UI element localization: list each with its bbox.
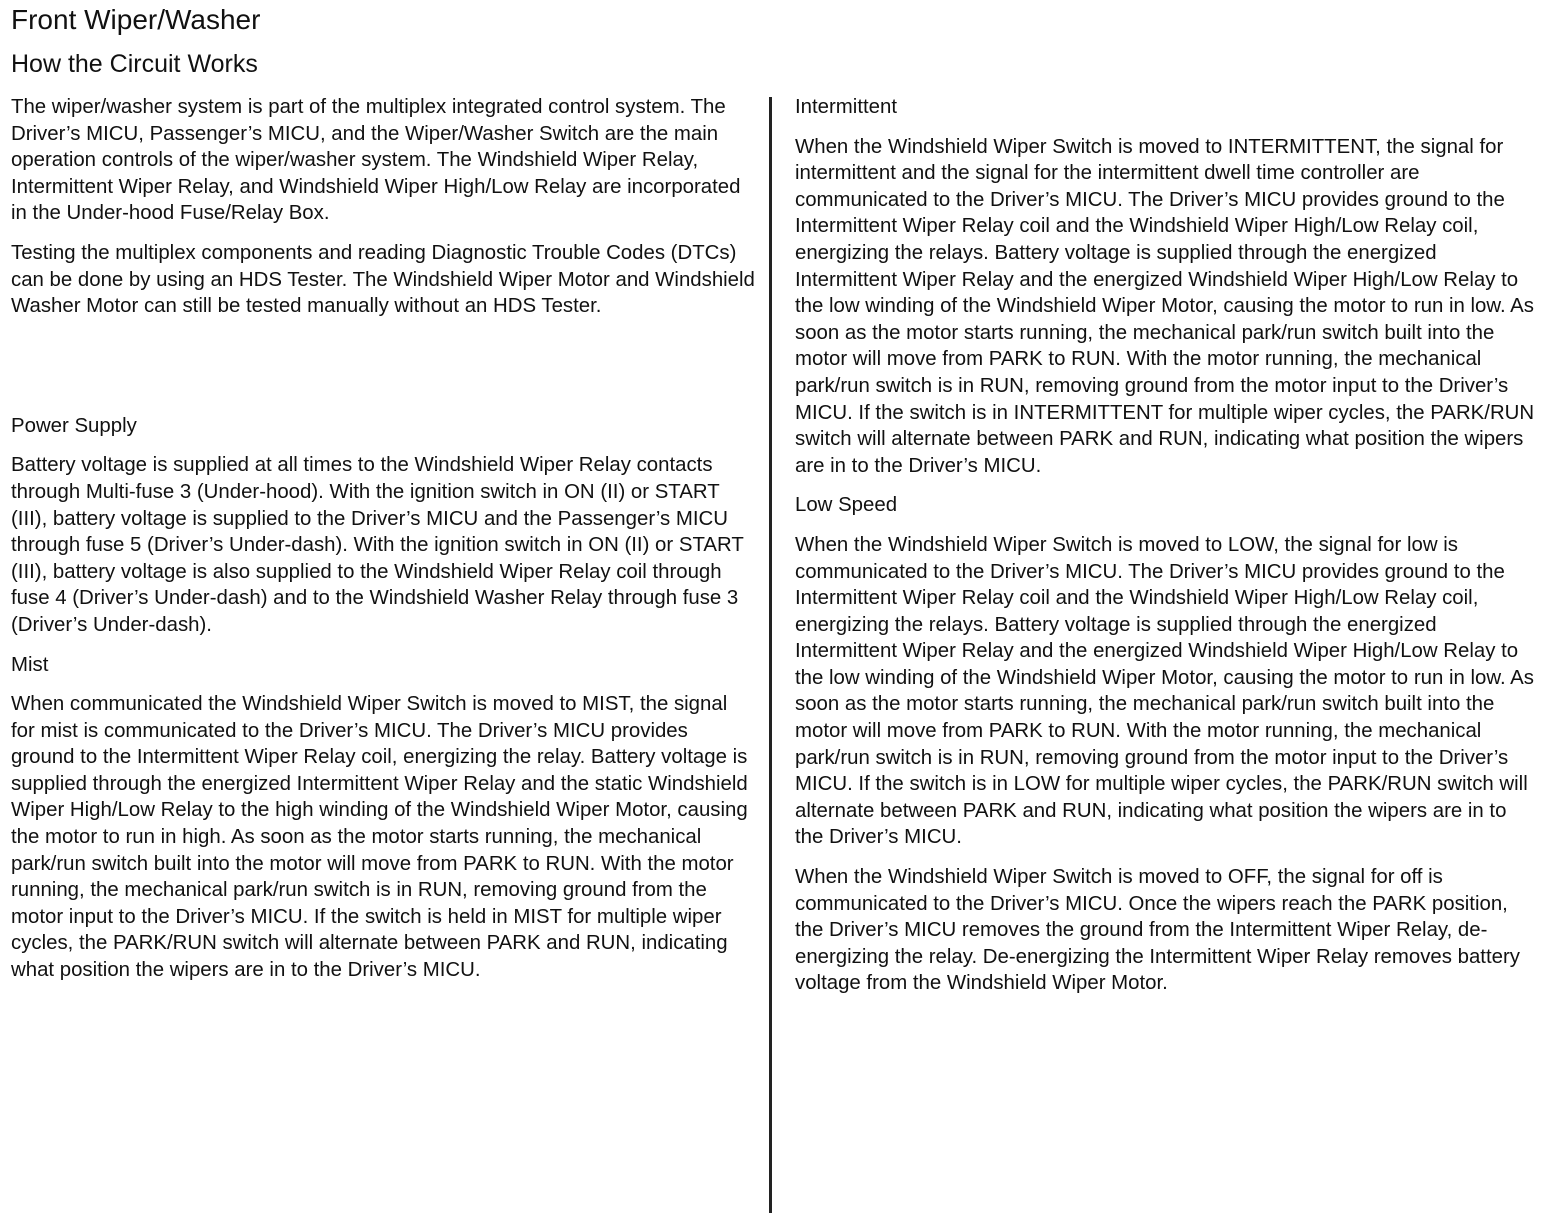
power-supply-heading: Power Supply xyxy=(11,414,137,437)
low-speed-paragraph: When the Windshield Wiper Switch is moved to LOW, the signal for low is communicated to the Driver’s MICU. The Driver’s MICU provides ground to the Intermittent Wiper Relay coil and the Windshield Wiper High/Low Relay coil, energizing the relays. Battery voltage is supplied through the energized Intermittent Wiper Relay and the energized Windshield Wiper High/Low Relay to the low winding of the Windshield Wiper Motor, causing the motor to run in low. As soon as the motor starts running, the mechanical park/run switch built into the motor will move from PARK to RUN. With the motor running, the mechanical park/run switch is in RUN, removing ground from the motor input to the Driver’s MICU. If the switch is in LOW for multiple wiper cycles, the PARK/RUN switch will alternate between PARK and RUN, indicating what position the wipers are in to the Driver’s MICU. xyxy=(795,533,1534,849)
mist-paragraph: When communicated the Windshield Wiper Switch is moved to MIST, the signal for mist is communicated to the Driver’s MICU. The Driver’s MICU provides ground to the Intermittent Wiper Relay coil, energizing the relay. Battery voltage is supplied through the energized Intermittent Wiper Relay and the static Windshield Wiper High/Low Relay to the high winding of the Windshield Wiper Motor, causing the motor to run in high. As soon as the motor starts running, the mechanical park/run switch built into the motor will move from PARK to RUN. With the motor running, the mechanical park/run switch is in RUN, removing ground from the motor input to the Driver’s MICU. If the switch is held in MIST for multiple wiper cycles, the PARK/RUN switch will alternate between PARK and RUN, indicating what position the wipers are in to the Driver’s MICU. xyxy=(11,693,748,982)
mist-heading: Mist xyxy=(11,653,49,676)
low-speed-heading: Low Speed xyxy=(795,494,898,517)
off-paragraph: When the Windshield Wiper Switch is moved to OFF, the signal for off is communicated to the Driver’s MICU. Once the wipers reach the PARK position, the Driver’s MICU removes the ground from the Intermittent Wiper Relay, de-energizing the relay. De-energizing the Intermittent Wiper Relay removes battery voltage from the Windshield Wiper Motor. xyxy=(795,866,1520,995)
intro-paragraph-1: The wiper/washer system is part of the multiplex integrated control system. The Driver’s MICU, Passenger’s MICU, and the Wiper/Washer Switch are the main operation controls of the wiper/washer system. The Windshield Wiper Relay, Intermittent Wiper Relay, and Windshield Wiper High/Low Relay are incorporated in the Under-hood Fuse/Relay Box. xyxy=(11,96,741,225)
intermittent-heading: Intermittent xyxy=(795,96,897,118)
intermittent-paragraph: When the Windshield Wiper Switch is moved to INTERMITTENT, the signal for intermittent and the signal for the intermittent dwell time controller are communicated to the Driver’s MICU. The Driver’s MICU provides ground to the Intermittent Wiper Relay coil and the Windshield Wiper High/Low Relay coil, energizing the relays. Battery voltage is supplied through the energized Intermittent Wiper Relay and the energized Windshield Wiper High/Low Relay to the low winding of the Windshield Wiper Motor, causing the motor to run in low. As soon as the motor starts running, the mechanical park/run switch built into the motor will move from PARK to RUN. With the motor running, the mechanical park/run switch is in RUN, removing ground from the motor input to the Driver’s MICU. If the switch is in INTERMITTENT for multiple wiper cycles, the PARK/RUN switch will alternate between PARK and RUN, indicating what position the wipers are in to the Driver’s MICU. xyxy=(795,135,1535,477)
spacer xyxy=(11,333,756,413)
column-divider xyxy=(769,97,772,1213)
left-column xyxy=(11,94,756,997)
power-supply-paragraph: Battery voltage is supplied at all times to the Windshield Wiper Relay contacts through Multi-fuse 3 (Under-hood). With the ignition switch in ON (II) or START (III), battery voltage is supplied to the Driver’s MICU and the Passenger’s MICU through fuse 5 (Driver’s Under-dash). With the ignition switch in ON (II) or START (III), battery voltage is also supplied to the Windshield Wiper Relay coil through fuse 4 (Driver’s Under-dash) and to the Windshield Washer Relay through fuse 3 (Driver’s Under-dash). xyxy=(11,454,744,636)
page-subtitle: How the Circuit Works xyxy=(11,50,258,78)
right-column xyxy=(795,94,1535,1010)
page-title: Front Wiper/Washer xyxy=(11,4,261,35)
intro-paragraph-2: Testing the multiplex components and reading Diagnostic Trouble Codes (DTCs) can be done by using an HDS Tester. The Windshield Wiper Motor and Windshield Washer Motor can still be tested manually without an HDS Tester. xyxy=(11,241,755,318)
